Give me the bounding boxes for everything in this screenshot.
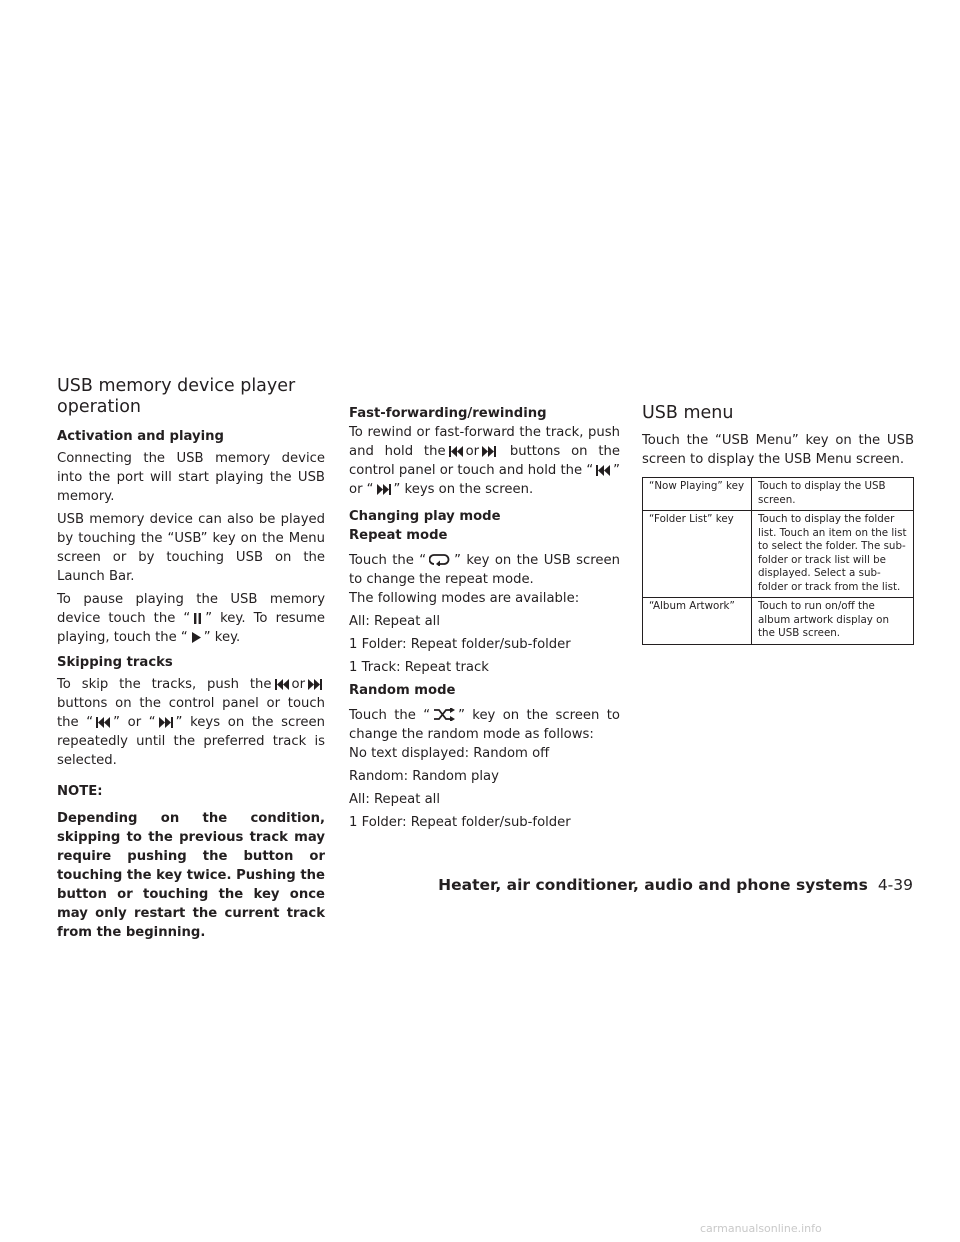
heading-fast-forward: Fast-forwarding/rewinding <box>349 406 547 421</box>
paragraph-activation-2: USB memory device can also be played by touching the “USB” key on the Menu screen or by touching USB on the Launch Bar. <box>57 512 325 584</box>
repeat-icon <box>429 553 451 566</box>
heading-note: NOTE: <box>57 784 103 799</box>
previous-track-icon <box>449 446 463 457</box>
column-right <box>642 403 914 645</box>
table-row <box>643 478 914 511</box>
heading-repeat-mode: Repeat mode <box>349 528 448 543</box>
heading-activation: Activation and playing <box>57 429 224 444</box>
paragraph-random: Touch the “ ” key on the screen to change the random mode as follows: <box>349 708 620 742</box>
table-cell-key: “Folder List” key <box>643 511 752 598</box>
paragraph-pause: To pause playing the USB memory device touch the “ ” key. To resume playing, touch the “ ” key. <box>57 592 325 645</box>
table-cell-description: Touch to display the USB screen. <box>752 478 914 511</box>
list-item-random-mode: No text displayed: Random off <box>349 746 550 761</box>
table-cell-key: “Now Playing” key <box>643 478 752 511</box>
list-item-repeat-mode: 1 Folder: Repeat folder/sub-folder <box>349 637 571 652</box>
footer-section-title: Heater, air conditioner, audio and phone systems <box>438 876 868 894</box>
paragraph-repeat: Touch the “ ” key on the USB screen to change the repeat mode. <box>349 553 620 587</box>
column-middle <box>349 404 620 836</box>
heading-play-mode: Changing play mode <box>349 509 501 524</box>
shuffle-icon <box>433 708 455 721</box>
table-row <box>643 511 914 598</box>
column-left <box>57 376 325 946</box>
next-track-icon <box>308 679 322 690</box>
section-title-usb-menu: USB menu <box>642 403 734 423</box>
paragraph-skipping: To skip the tracks, push the or buttons on the control panel or touch the “ ” or “ ” keys on the screen repeatedly until the preferred track is selected. <box>57 677 325 768</box>
table-row <box>643 598 914 645</box>
paragraph-fast-forward: To rewind or fast-forward the track, push and hold the or buttons on the control panel or touch and hold the “ ” or “ ” keys on the screen. <box>349 425 620 497</box>
list-item-repeat-mode: 1 Track: Repeat track <box>349 660 489 675</box>
page-number: 4-39 <box>877 876 913 894</box>
list-item-random-mode: All: Repeat all <box>349 792 441 807</box>
paragraph-usb-menu: Touch the “USB Menu” key on the USB screen to display the USB Menu screen. <box>642 433 914 467</box>
previous-track-icon <box>275 679 289 690</box>
list-item-random-mode: Random: Random play <box>349 769 499 784</box>
previous-track-icon <box>596 465 610 476</box>
pause-icon <box>193 613 202 624</box>
heading-random-mode: Random mode <box>349 683 456 698</box>
paragraph-activation-1: Connecting the USB memory device into the port will start playing the USB memory. <box>57 451 325 504</box>
previous-track-icon <box>96 717 110 728</box>
table-cell-description: Touch to run on/off the album artwork display on the USB screen. <box>752 598 914 645</box>
watermark: carmanualsonline.info <box>700 1222 822 1235</box>
page-footer <box>438 876 913 894</box>
table-cell-description: Touch to display the folder list. Touch an item on the list to select the folder. The sub-folder or track list will be displayed. Select a sub-folder or track from the list. <box>752 511 914 598</box>
next-track-icon <box>159 717 173 728</box>
play-icon <box>191 632 201 643</box>
usb-menu-table <box>642 477 914 645</box>
section-title-usb-player: USB memory device player operation <box>57 376 296 417</box>
heading-skipping: Skipping tracks <box>57 655 173 670</box>
next-track-icon <box>377 484 391 495</box>
next-track-icon <box>482 446 496 457</box>
list-item-repeat-mode: All: Repeat all <box>349 614 441 629</box>
table-cell-key: “Album Artwork” <box>643 598 752 645</box>
paragraph-repeat-intro: The following modes are available: <box>349 591 580 606</box>
paragraph-note: Depending on the condition, skipping to the previous track may require pushing the button or touching the key twice. Pushing the button or touching the key once may only restart the current track from the beginning. <box>57 811 325 940</box>
list-item-random-mode: 1 Folder: Repeat folder/sub-folder <box>349 815 571 830</box>
